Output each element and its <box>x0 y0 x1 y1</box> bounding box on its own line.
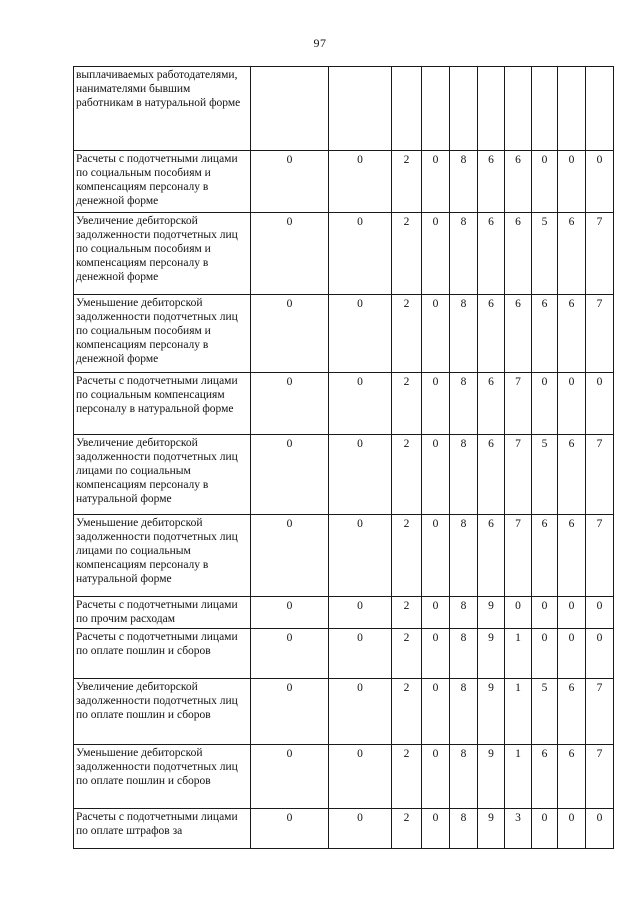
account-name-cell: Увеличение дебиторской задолженности подотчетных лиц лицами по социальным компенсациям персоналу в натуральной форме <box>74 435 251 515</box>
code-digit-cell: 0 <box>329 679 392 745</box>
code-digit-cell: 0 <box>422 515 450 597</box>
code-digit-cell: 6 <box>505 295 532 373</box>
code-digit-cell: 0 <box>586 597 614 629</box>
code-digit-cell: 0 <box>329 629 392 679</box>
code-digit-cell: 6 <box>558 213 586 295</box>
code-digit-cell: 0 <box>329 295 392 373</box>
code-digit-cell: 0 <box>422 629 450 679</box>
code-digit-cell: 2 <box>392 515 422 597</box>
code-digit-cell: 0 <box>532 629 558 679</box>
code-digit-cell: 0 <box>329 597 392 629</box>
table-row <box>74 597 614 629</box>
code-digit-cell: 7 <box>586 745 614 809</box>
code-digit-cell: 9 <box>478 745 505 809</box>
code-digit-cell: 3 <box>505 809 532 849</box>
code-digit-cell: 0 <box>422 373 450 435</box>
code-digit-cell: 6 <box>478 515 505 597</box>
code-digit-cell: 6 <box>558 295 586 373</box>
code-digit-cell: 0 <box>422 679 450 745</box>
code-digit-cell: 6 <box>505 151 532 213</box>
table-row <box>74 745 614 809</box>
table-row <box>74 67 614 151</box>
account-name-cell: Расчеты с подотчетными лицами по социальным компенсациям персоналу в натуральной форме <box>74 373 251 435</box>
code-digit-cell: 2 <box>392 745 422 809</box>
code-digit-cell: 0 <box>558 151 586 213</box>
code-digit-cell: 6 <box>532 745 558 809</box>
code-digit-cell: 0 <box>329 435 392 515</box>
code-digit-cell: 7 <box>586 679 614 745</box>
table-body <box>74 67 614 849</box>
code-digit-cell: 9 <box>478 597 505 629</box>
code-digit-cell: 0 <box>251 151 329 213</box>
code-digit-cell: 1 <box>505 745 532 809</box>
code-digit-cell <box>558 67 586 151</box>
code-digit-cell: 0 <box>251 629 329 679</box>
code-digit-cell: 0 <box>251 679 329 745</box>
code-digit-cell <box>586 67 614 151</box>
code-digit-cell: 2 <box>392 151 422 213</box>
code-digit-cell: 0 <box>532 809 558 849</box>
code-digit-cell: 8 <box>450 745 478 809</box>
code-digit-cell: 0 <box>251 515 329 597</box>
code-digit-cell: 0 <box>586 151 614 213</box>
table-row <box>74 373 614 435</box>
code-digit-cell: 8 <box>450 435 478 515</box>
code-digit-cell: 0 <box>251 809 329 849</box>
code-digit-cell: 8 <box>450 151 478 213</box>
table-row <box>74 295 614 373</box>
code-digit-cell: 2 <box>392 213 422 295</box>
account-name-cell: Увеличение дебиторской задолженности подотчетных лиц по оплате пошлин и сборов <box>74 679 251 745</box>
code-digit-cell: 8 <box>450 515 478 597</box>
code-digit-cell: 9 <box>478 679 505 745</box>
code-digit-cell <box>505 67 532 151</box>
code-digit-cell: 0 <box>329 745 392 809</box>
code-digit-cell: 0 <box>532 373 558 435</box>
code-digit-cell: 2 <box>392 435 422 515</box>
account-name-cell: Расчеты с подотчетными лицами по социальным пособиям и компенсациям персоналу в денежной форме <box>74 151 251 213</box>
code-digit-cell: 5 <box>532 213 558 295</box>
code-digit-cell: 0 <box>586 373 614 435</box>
code-digit-cell: 8 <box>450 629 478 679</box>
code-digit-cell: 6 <box>532 295 558 373</box>
code-digit-cell: 0 <box>329 151 392 213</box>
account-name-cell: Уменьшение дебиторской задолженности подотчетных лиц лицами по социальным компенсациям персоналу в натуральной форме <box>74 515 251 597</box>
code-digit-cell: 0 <box>329 213 392 295</box>
code-digit-cell: 6 <box>558 679 586 745</box>
code-digit-cell: 7 <box>505 515 532 597</box>
code-digit-cell: 7 <box>505 373 532 435</box>
code-digit-cell: 0 <box>329 373 392 435</box>
code-digit-cell: 9 <box>478 629 505 679</box>
code-digit-cell: 0 <box>558 629 586 679</box>
code-digit-cell: 0 <box>422 597 450 629</box>
code-digit-cell: 0 <box>586 629 614 679</box>
code-digit-cell <box>392 67 422 151</box>
account-name-cell: Расчеты с подотчетными лицами по прочим расходам <box>74 597 251 629</box>
code-digit-cell: 6 <box>478 295 505 373</box>
account-name-cell: Уменьшение дебиторской задолженности подотчетных лиц по оплате пошлин и сборов <box>74 745 251 809</box>
code-digit-cell <box>532 67 558 151</box>
code-digit-cell: 7 <box>586 515 614 597</box>
code-digit-cell <box>450 67 478 151</box>
code-digit-cell: 0 <box>422 213 450 295</box>
code-digit-cell: 6 <box>558 435 586 515</box>
code-digit-cell: 0 <box>558 809 586 849</box>
code-digit-cell: 0 <box>251 745 329 809</box>
code-digit-cell: 7 <box>586 213 614 295</box>
code-digit-cell: 0 <box>422 435 450 515</box>
table-row <box>74 515 614 597</box>
code-digit-cell: 0 <box>505 597 532 629</box>
code-digit-cell: 2 <box>392 597 422 629</box>
account-name-cell: выплачиваемых работодателями, нанимателями бывшим работникам в натуральной форме <box>74 67 251 151</box>
code-digit-cell: 8 <box>450 679 478 745</box>
code-digit-cell <box>422 67 450 151</box>
code-digit-cell: 7 <box>586 435 614 515</box>
code-digit-cell: 0 <box>251 373 329 435</box>
code-digit-cell: 2 <box>392 373 422 435</box>
code-digit-cell: 2 <box>392 629 422 679</box>
code-digit-cell: 0 <box>558 597 586 629</box>
table-row <box>74 679 614 745</box>
code-digit-cell: 2 <box>392 679 422 745</box>
account-name-cell: Расчеты с подотчетными лицами по оплате пошлин и сборов <box>74 629 251 679</box>
table-row <box>74 435 614 515</box>
account-name-cell: Расчеты с подотчетными лицами по оплате штрафов за <box>74 809 251 849</box>
code-digit-cell <box>251 67 329 151</box>
code-digit-cell <box>478 67 505 151</box>
code-digit-cell: 6 <box>532 515 558 597</box>
account-codes-table <box>73 66 614 849</box>
code-digit-cell: 0 <box>532 597 558 629</box>
code-digit-cell: 6 <box>478 435 505 515</box>
code-digit-cell: 0 <box>251 213 329 295</box>
code-digit-cell: 0 <box>532 151 558 213</box>
code-digit-cell: 5 <box>532 435 558 515</box>
table-row <box>74 213 614 295</box>
code-digit-cell: 0 <box>422 809 450 849</box>
code-digit-cell: 0 <box>558 373 586 435</box>
code-digit-cell: 2 <box>392 295 422 373</box>
code-digit-cell: 0 <box>251 295 329 373</box>
code-digit-cell: 6 <box>558 745 586 809</box>
code-digit-cell: 1 <box>505 679 532 745</box>
code-digit-cell: 7 <box>586 295 614 373</box>
code-digit-cell: 5 <box>532 679 558 745</box>
code-digit-cell: 0 <box>422 745 450 809</box>
code-digit-cell: 1 <box>505 629 532 679</box>
code-digit-cell: 0 <box>422 151 450 213</box>
code-digit-cell: 7 <box>505 435 532 515</box>
code-digit-cell: 0 <box>329 809 392 849</box>
code-digit-cell: 0 <box>586 809 614 849</box>
table-row <box>74 629 614 679</box>
code-digit-cell: 8 <box>450 373 478 435</box>
code-digit-cell: 6 <box>505 213 532 295</box>
code-digit-cell: 0 <box>329 515 392 597</box>
code-digit-cell: 0 <box>251 597 329 629</box>
table-row <box>74 151 614 213</box>
page-number: 97 <box>313 36 327 50</box>
code-digit-cell: 6 <box>478 151 505 213</box>
code-digit-cell: 6 <box>478 373 505 435</box>
code-digit-cell: 6 <box>558 515 586 597</box>
code-digit-cell: 0 <box>251 435 329 515</box>
code-digit-cell: 8 <box>450 213 478 295</box>
code-digit-cell: 8 <box>450 597 478 629</box>
code-digit-cell <box>329 67 392 151</box>
code-digit-cell: 2 <box>392 809 422 849</box>
account-name-cell: Уменьшение дебиторской задолженности подотчетных лиц по социальным пособиям и компенсациям персоналу в денежной форме <box>74 295 251 373</box>
code-digit-cell: 8 <box>450 809 478 849</box>
code-digit-cell: 6 <box>478 213 505 295</box>
account-name-cell: Увеличение дебиторской задолженности подотчетных лиц по социальным пособиям и компенсациям персоналу в денежной форме <box>74 213 251 295</box>
code-digit-cell: 0 <box>422 295 450 373</box>
code-digit-cell: 8 <box>450 295 478 373</box>
code-digit-cell: 9 <box>478 809 505 849</box>
table-row <box>74 809 614 849</box>
